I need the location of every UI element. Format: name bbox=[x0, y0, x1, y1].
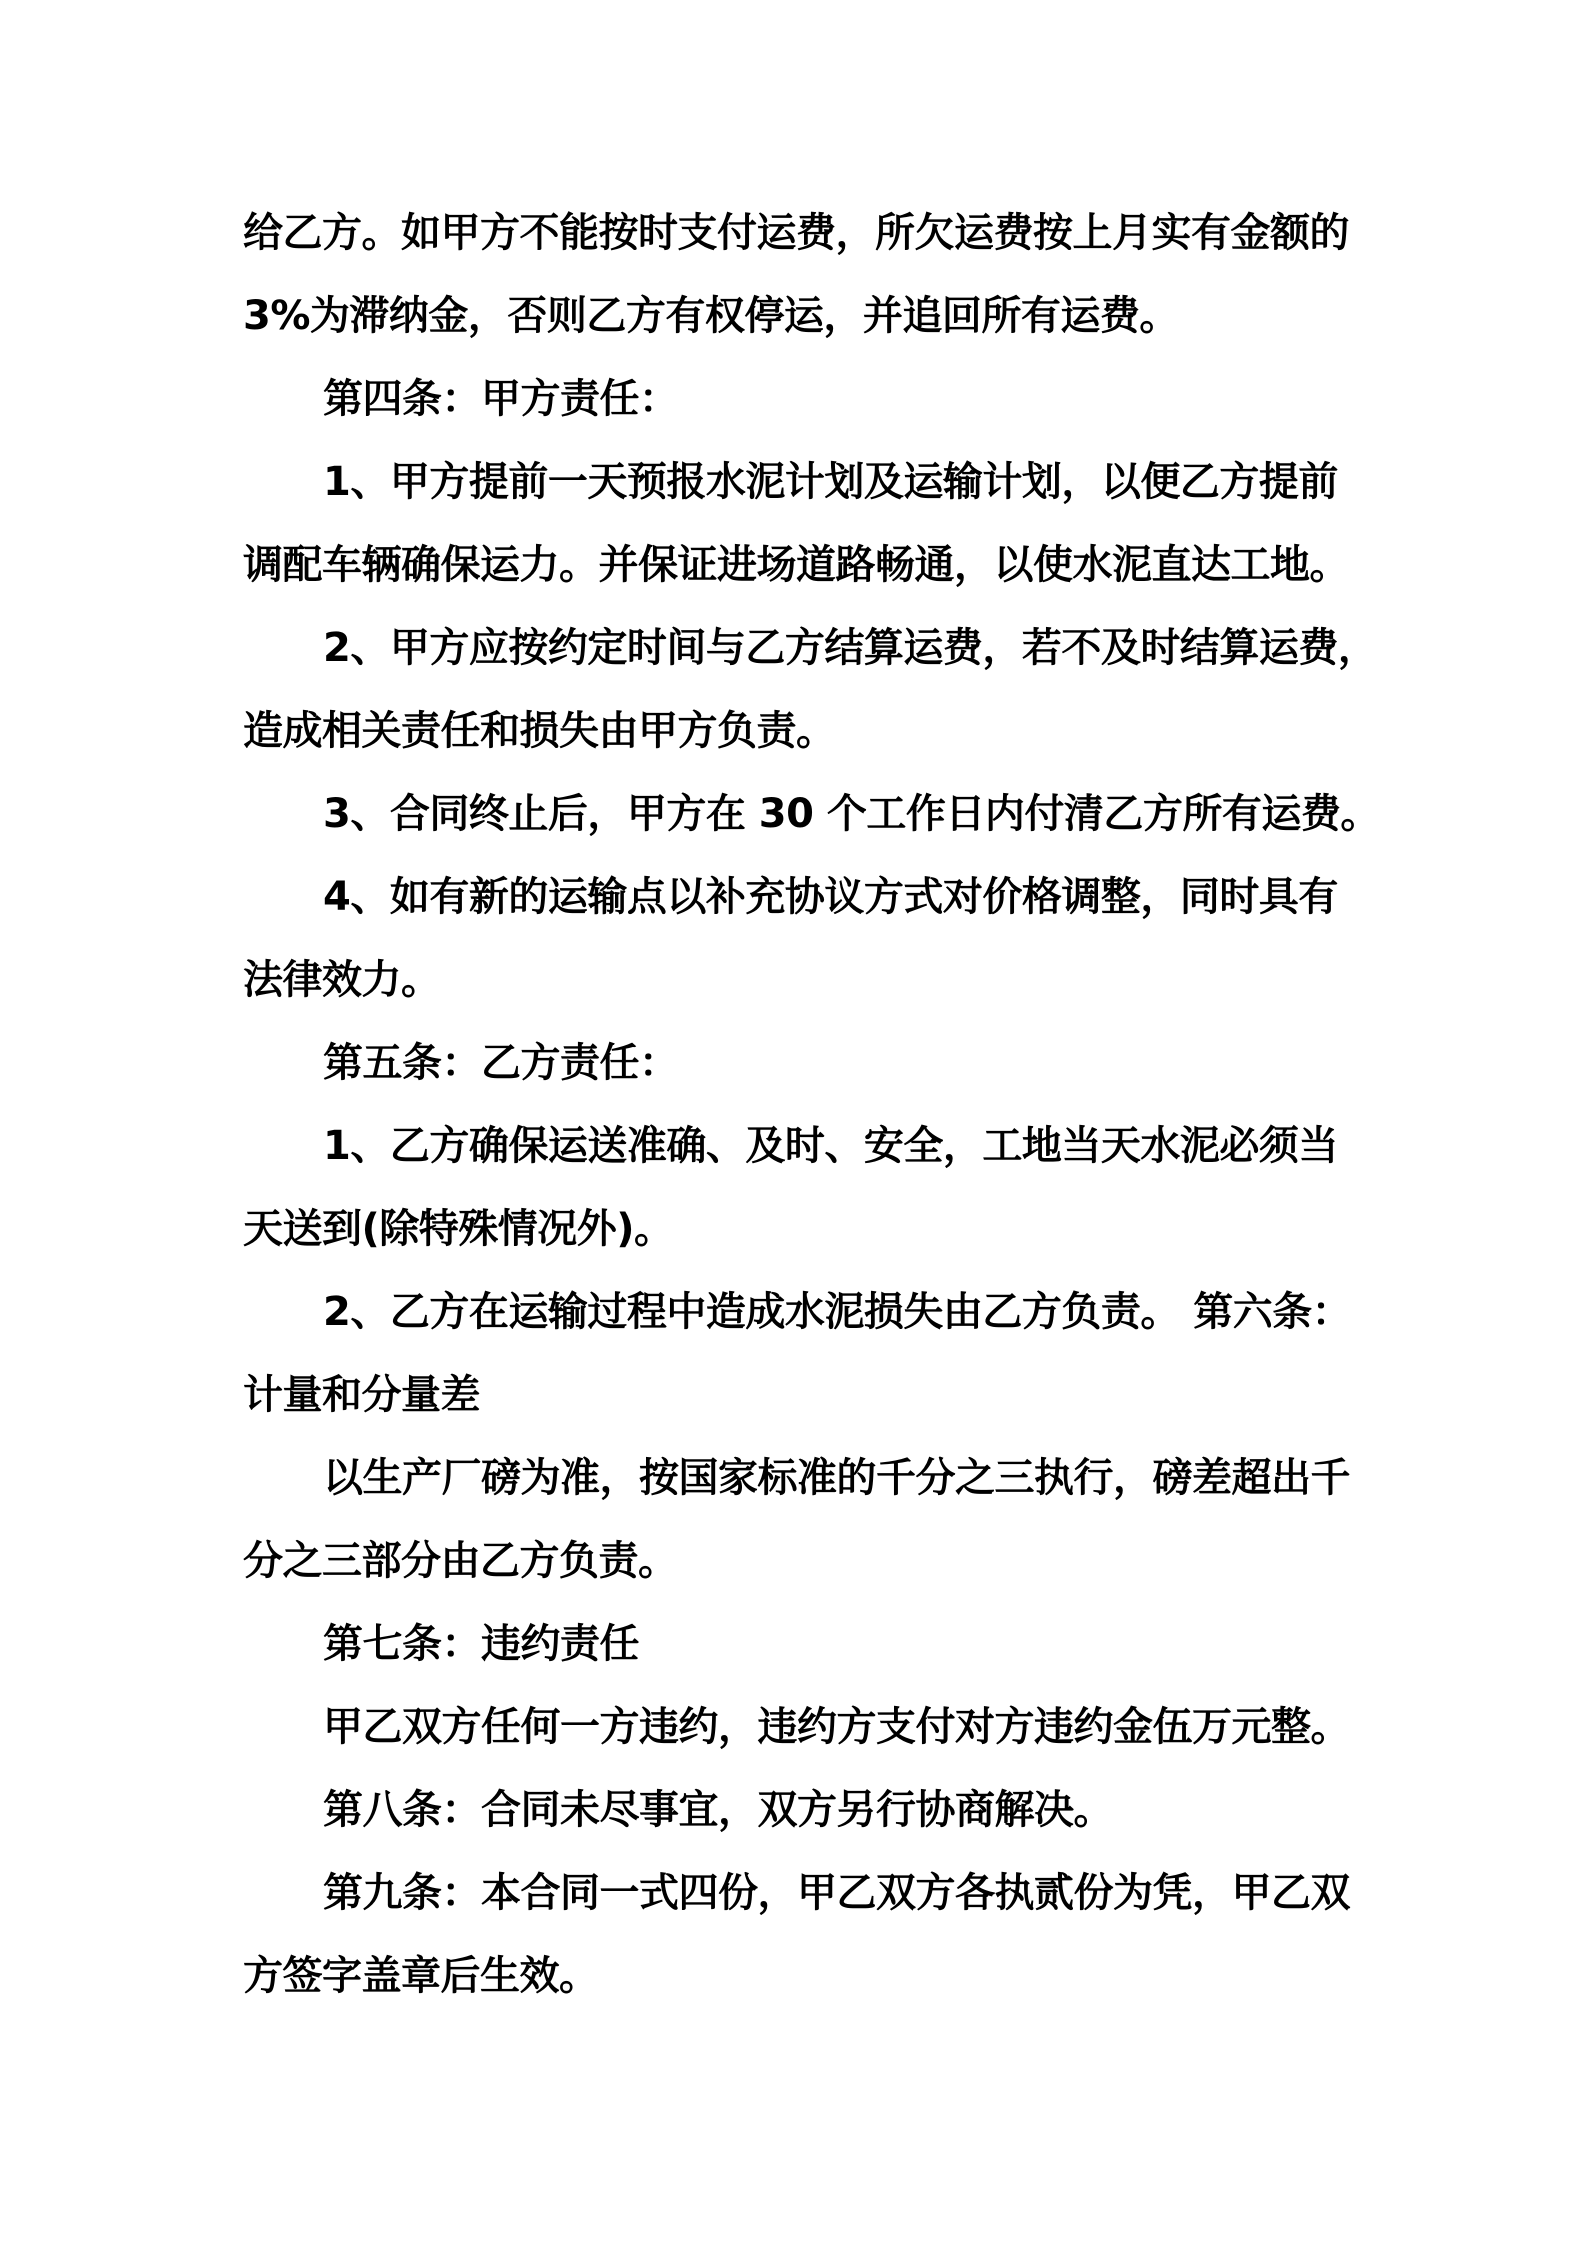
contract-line: 1、乙方确保运送准确、及时、安全，工地当天水泥必须当 bbox=[323, 1123, 1338, 1169]
contract-line: 2、乙方在运输过程中造成水泥损失由乙方负责。 第六条： bbox=[323, 1289, 1352, 1335]
contract-line: 法律效力。 bbox=[243, 957, 441, 1003]
contract-line: 调配车辆确保运力。并保证进场道路畅通，以使水泥直达工地。 bbox=[243, 542, 1349, 588]
contract-line: 甲乙双方任何一方违约，违约方支付对方违约金伍万元整。 bbox=[323, 1704, 1350, 1750]
contract-body bbox=[243, 192, 1423, 2018]
contract-line: 第八条：合同未尽事宜，双方另行协商解决。 bbox=[323, 1787, 1113, 1833]
contract-line: 第四条：甲方责任： bbox=[323, 376, 679, 422]
contract-line: 第五条：乙方责任： bbox=[323, 1040, 679, 1086]
contract-line: 以生产厂磅为准，按国家标准的千分之三执行，磅差超出千 bbox=[323, 1455, 1350, 1501]
contract-line: 给乙方。如甲方不能按时支付运费，所欠运费按上月实有金额的 bbox=[243, 210, 1349, 256]
contract-line: 1、甲方提前一天预报水泥计划及运输计划，以便乙方提前 bbox=[323, 459, 1338, 505]
contract-line: 分之三部分由乙方负责。 bbox=[243, 1538, 678, 1584]
contract-line: 第七条：违约责任 bbox=[323, 1621, 639, 1667]
contract-line: 造成相关责任和损失由甲方负责。 bbox=[243, 708, 836, 754]
contract-line: 3%为滞纳金，否则乙方有权停运，并追回所有运费。 bbox=[243, 293, 1179, 339]
contract-line: 方签字盖章后生效。 bbox=[243, 1953, 599, 1999]
contract-line: 4、如有新的运输点以补充协议方式对价格调整，同时具有 bbox=[323, 874, 1338, 920]
contract-line: 天送到(除特殊情况外)。 bbox=[243, 1206, 674, 1252]
contract-line: 计量和分量差 bbox=[243, 1372, 480, 1418]
contract-line: 2、甲方应按约定时间与乙方结算运费，若不及时结算运费， bbox=[323, 625, 1378, 671]
contract-line: 3、合同终止后，甲方在 30 个工作日内付清乙方所有运费。 bbox=[323, 791, 1380, 837]
contract-line: 第九条：本合同一式四份，甲乙双方各执贰份为凭，甲乙双 bbox=[323, 1870, 1350, 1916]
